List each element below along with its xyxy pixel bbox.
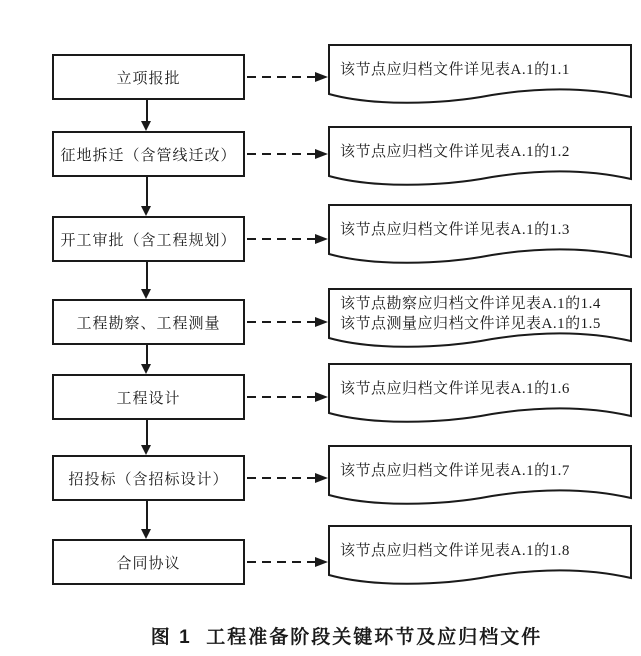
dashed-arrow-icon: [247, 153, 315, 155]
document-note: [340, 128, 624, 176]
flow-step-box-6: [52, 455, 245, 501]
down-arrow-icon: [146, 345, 148, 364]
document-note-line: 该节点应归档文件详见表A.1的1.8: [340, 543, 570, 559]
flow-step-box-3: [52, 216, 245, 262]
document-note-line: 该节点应归档文件详见表A.1的1.1: [340, 62, 570, 78]
figure-caption: 图 1 工程准备阶段关键环节及应归档文件: [150, 627, 543, 648]
dashed-arrow-icon: [247, 238, 315, 240]
document-note: [340, 46, 624, 94]
document-note-line: 该节点应归档文件详见表A.1的1.7: [340, 463, 570, 479]
down-arrow-icon: [146, 420, 148, 445]
flow-step-label: 立项报批: [116, 70, 181, 87]
dashed-arrow-icon: [247, 76, 315, 78]
document-note: [340, 206, 624, 254]
flow-step-label: 开工审批（含工程规划）: [60, 232, 237, 249]
document-note-line: 该节点应归档文件详见表A.1的1.3: [340, 222, 570, 238]
down-arrow-icon: [146, 177, 148, 206]
down-arrow-icon: [146, 501, 148, 529]
document-note-line: 该节点应归档文件详见表A.1的1.6: [340, 381, 570, 397]
flow-step-label: 工程设计: [116, 390, 181, 407]
flow-step-label: 招投标（含招标设计）: [68, 471, 229, 488]
down-arrow-icon: [146, 262, 148, 289]
document-note-line: 该节点应归档文件详见表A.1的1.2: [340, 144, 570, 160]
document-note: [340, 527, 624, 575]
document-note-line: 该节点测量应归档文件详见表A.1的1.5: [340, 316, 601, 332]
flow-step-box-1: [52, 54, 245, 100]
flow-step-box-5: [52, 374, 245, 420]
dashed-arrow-icon: [247, 477, 315, 479]
dashed-arrow-icon: [247, 321, 315, 323]
dashed-arrow-icon: [247, 396, 315, 398]
flow-step-label: 合同协议: [116, 555, 181, 572]
flow-step-box-2: [52, 131, 245, 177]
document-note: [340, 290, 624, 338]
document-note: [340, 365, 624, 413]
down-arrow-icon: [146, 100, 148, 121]
flow-step-label: 工程勘察、工程测量: [76, 315, 221, 332]
flow-step-box-4: [52, 299, 245, 345]
flow-step-label: 征地拆迁（含管线迁改）: [60, 147, 237, 164]
document-note-line: 该节点勘察应归档文件详见表A.1的1.4: [340, 296, 601, 312]
dashed-arrow-icon: [247, 561, 315, 563]
document-note: [340, 447, 624, 495]
flow-step-box-7: [52, 539, 245, 585]
